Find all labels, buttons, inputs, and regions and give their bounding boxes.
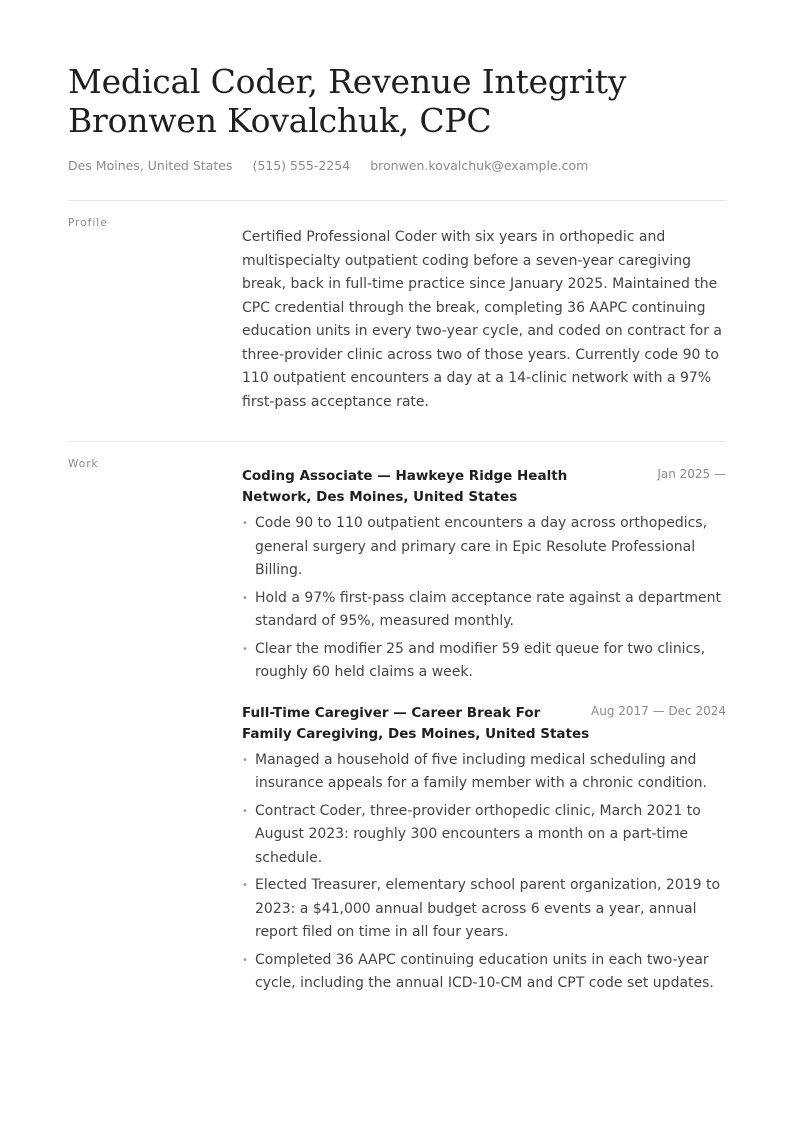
job-bullet (242, 949, 726, 996)
bullet-text: Elected Treasurer, elementary school parent organization, 2019 to 2023: a $41,000 annual budget across 6 events a year, annual report filed on time in all four years. (255, 877, 721, 940)
profile-text: Certified Professional Coder with six years in orthopedic and multispecialty outpatient coding before a seven-year caregiving break, back in full-time practice since January 2025. Maintained the CPC credential through the break, completing 36 AAPC continuing education units in every two-year cycle, and coded on contract for a three-provider clinic across two of those years. Currently code 90 to 110 outpatient encounters a day at a 14-clinic network with a 97% first-pass acceptance rate. (242, 229, 722, 410)
contact-location: Des Moines, United States (68, 158, 233, 173)
job-entry (242, 466, 726, 685)
bullet-dot-icon: • (242, 518, 248, 529)
bullet-text: Completed 36 AAPC continuing education units in each two-year cycle, including the annual ICD-10-CM and CPT code set updates. (255, 951, 714, 991)
job-bullet (242, 512, 726, 583)
job-bullet (242, 874, 726, 945)
job-entry (242, 703, 726, 996)
contact-email: bronwen.kovalchuk@example.com (370, 158, 589, 173)
bullet-dot-icon: • (242, 754, 248, 766)
profile-body (242, 201, 726, 441)
bullet-text: Code 90 to 110 outpatient encounters a day across orthopedics, general surgery and primary care in Epic Resolute Professional Billing. (255, 515, 708, 578)
job-bullet (242, 800, 726, 871)
job-bullets (242, 512, 726, 685)
job-bullets (242, 749, 726, 996)
work-label: Work (68, 458, 99, 470)
bullet-text: Hold a 97% first-pass claim acceptance rate against a department standard of 95%, measured monthly. (255, 589, 721, 629)
bullet-dot-icon: • (242, 805, 248, 817)
contact-phone: (515) 555-2254 (252, 158, 351, 173)
bullet-dot-icon: • (242, 592, 248, 604)
job-bullet (242, 749, 726, 796)
title-line-name: Bronwen Kovalchuk, CPC (68, 101, 492, 140)
job-bullet (242, 638, 726, 685)
bullet-dot-icon: • (242, 880, 248, 891)
bullet-text: Managed a household of five including medical scheduling and insurance appeals for a family member with a chronic condition. (255, 751, 707, 791)
job-bullet (242, 587, 726, 634)
profile-section (68, 201, 726, 441)
job-header (242, 703, 726, 745)
bullet-dot-icon: • (242, 954, 248, 966)
resume-page (68, 62, 726, 1014)
resume-title (68, 62, 726, 140)
bullet-text: Clear the modifier 25 and modifier 59 edit queue for two clinics, roughly 60 held claims a week. (255, 640, 706, 680)
job-date: Jan 2025 — (657, 467, 726, 481)
work-section (68, 442, 726, 1014)
bullet-dot-icon: • (242, 643, 248, 655)
profile-label: Profile (68, 217, 108, 229)
contact-info (68, 158, 726, 173)
bullet-text: Contract Coder, three-provider orthopedic clinic, March 2021 to August 2023: roughly 300 encounters a month on a part-time schedule. (255, 802, 701, 866)
job-header (242, 466, 726, 508)
job-title: Coding Associate — Hawkeye Ridge Health Network, Des Moines, United States (242, 468, 568, 505)
job-date: Aug 2017 — Dec 2024 (591, 703, 726, 718)
title-line-role: Medical Coder, Revenue Integrity (68, 62, 627, 101)
job-title: Full-Time Caregiver — Career Break For Family Caregiving, Des Moines, United States (242, 704, 590, 742)
work-body (242, 442, 726, 1014)
